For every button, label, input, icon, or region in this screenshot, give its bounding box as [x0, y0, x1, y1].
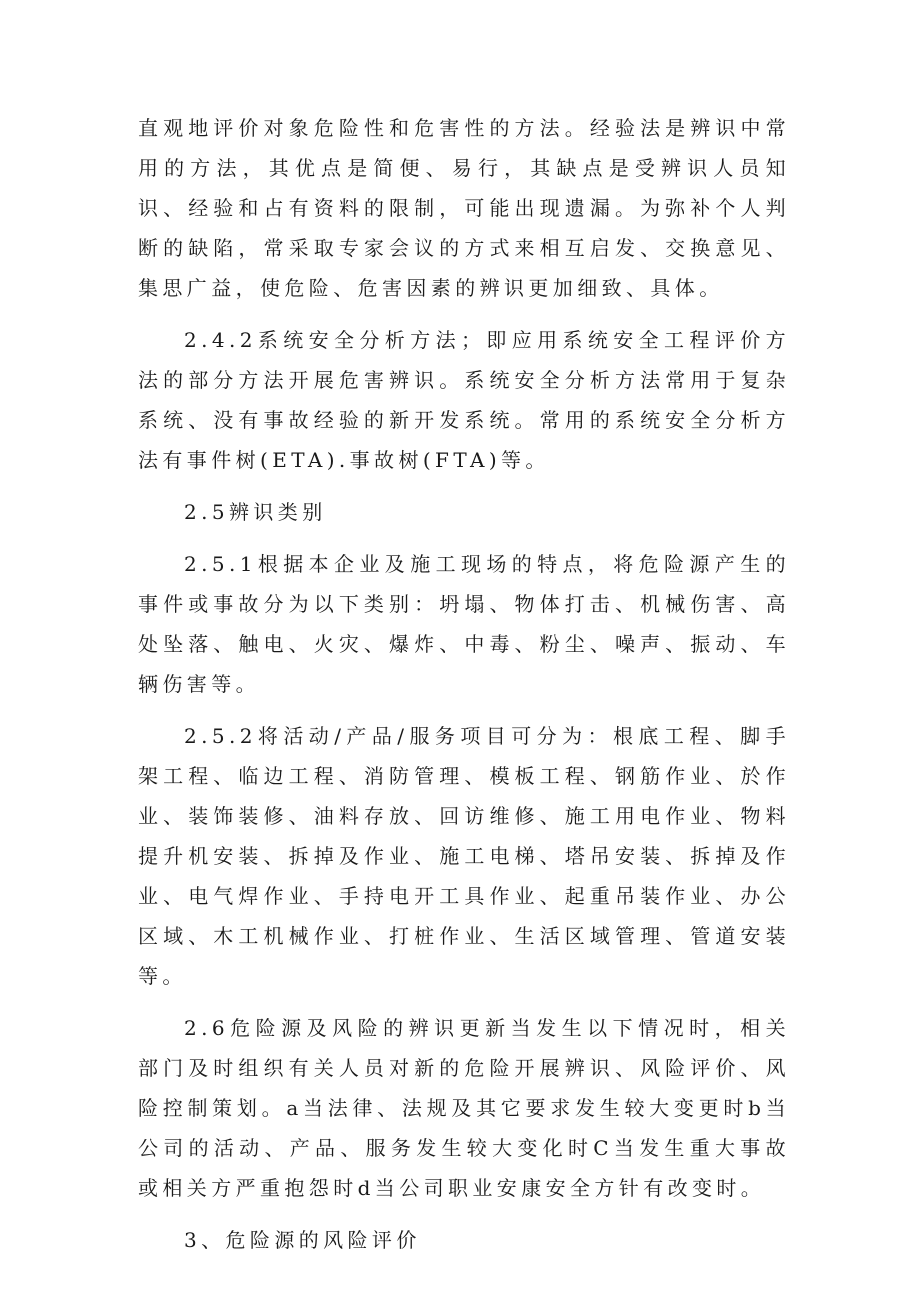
document-body: [138, 108, 790, 1272]
paragraph-2-5-2: 2.5.2将活动/产品/服务项目可分为：根底工程、脚手架工程、临边工程、消防管理、模板工程、钢筋作业、於作业、装饰装修、油料存放、回访维修、施工用电作业、物料提升机安装、拆掉及作业、施工电梯、塔吊安装、拆掉及作业、电气焊作业、手持电开工具作业、起重吊装作业、办公区域、木工机械作业、打桩作业、生活区域管理、管道安装等。: [138, 724, 790, 988]
paragraph-method-description: 直观地评价对象危险性和危害性的方法。经验法是辨识中常用的方法，其优点是简便、易行，其缺点是受辨识人员知识、经验和占有资料的限制，可能出现遗漏。为弥补个人判断的缺陷，常采取专家会议的方式来相互启发、交换意见、集思广益，使危险、危害因素的辨识更加细致、具体。: [138, 116, 790, 300]
heading-3: 3、危险源的风险评价: [184, 1228, 421, 1252]
paragraph-2-5-1: 2.5.1根据本企业及施工现场的特点，将危险源产生的事件或事故分为以下类别：坍塌、物体打击、机械伤害、高处坠落、触电、火灾、爆炸、中毒、粉尘、噪声、振动、车辆伤害等。: [138, 552, 790, 696]
heading-2-5: 2.5辨识类别: [184, 500, 327, 524]
paragraph-2-6: 2.6危险源及风险的辨识更新当发生以下情况时，相关部门及时组织有关人员对新的危险开展辨识、风险评价、风险控制策划。a当法律、法规及其它要求发生较大变更时b当公司的活动、产品、服务发生较大变化时C当发生重大事故或相关方严重抱怨时d当公司职业安康安全方针有改变时。: [138, 1016, 790, 1200]
paragraph-2-4-2: 2.4.2系统安全分析方法；即应用系统安全工程评价方法的部分方法开展危害辨识。系统安全分析方法常用于复杂系统、没有事故经验的新开发系统。常用的系统安全分析方法有事件树(ETA).事故树(FTA)等。: [138, 328, 790, 472]
